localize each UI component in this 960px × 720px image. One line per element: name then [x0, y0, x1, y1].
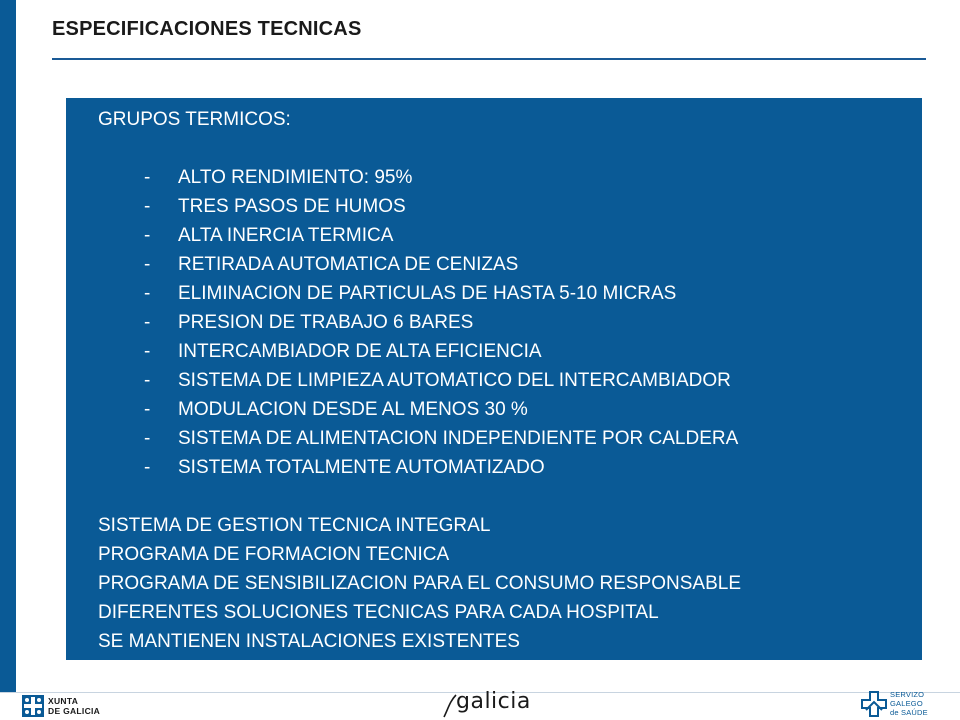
sergas-wordmark	[890, 690, 928, 717]
sergas-line-2: GALEGO	[890, 699, 923, 708]
page-title: ESPECIFICACIONES TECNICAS	[52, 18, 362, 40]
list-item-text: SISTEMA DE LIMPIEZA AUTOMATICO DEL INTERCAMBIADOR	[178, 370, 731, 391]
dash-bullet: -	[144, 254, 151, 275]
list-item	[98, 308, 741, 337]
list-item-text: ALTO RENDIMIENTO: 95%	[178, 167, 413, 188]
dash-bullet: -	[144, 341, 151, 362]
spec-list	[98, 163, 741, 482]
sergas-line-3: de SAÚDE	[890, 708, 928, 717]
spacer	[98, 134, 741, 163]
xunta-line-1: XUNTA	[48, 696, 79, 706]
section-heading: GRUPOS TERMICOS:	[98, 109, 291, 130]
galicia-wordmark: galicia	[456, 689, 531, 714]
dash-bullet: -	[144, 312, 151, 333]
list-item-text: MODULACION DESDE AL MENOS 30 %	[178, 399, 528, 420]
list-item-text: INTERCAMBIADOR DE ALTA EFICIENCIA	[178, 341, 542, 362]
dash-bullet: -	[144, 196, 151, 217]
dash-bullet: -	[144, 428, 151, 449]
list-item	[98, 279, 741, 308]
summary-line: SISTEMA DE GESTION TECNICA INTEGRAL	[98, 515, 491, 536]
left-accent-bar	[0, 0, 16, 692]
dash-bullet: -	[144, 457, 151, 478]
xunta-line-2: DE GALICIA	[48, 706, 101, 716]
sergas-cross-icon	[860, 690, 888, 718]
list-item	[98, 424, 741, 453]
spacer	[98, 482, 741, 511]
list-item-text: ELIMINACION DE PARTICULAS DE HASTA 5-10 MICRAS	[178, 283, 677, 304]
list-item	[98, 366, 741, 395]
list-item	[98, 337, 741, 366]
summary-line: PROGRAMA DE SENSIBILIZACION PARA EL CONSUMO RESPONSABLE	[98, 573, 741, 594]
list-item	[98, 221, 741, 250]
specs-content	[98, 105, 741, 656]
list-item-text: PRESION DE TRABAJO 6 BARES	[178, 312, 474, 333]
xunta-logo-icon	[22, 695, 44, 717]
dash-bullet: -	[144, 167, 151, 188]
xunta-wordmark	[48, 696, 100, 716]
list-item	[98, 395, 741, 424]
dash-bullet: -	[144, 370, 151, 391]
list-item-text: SISTEMA TOTALMENTE AUTOMATIZADO	[178, 457, 545, 478]
dash-bullet: -	[144, 399, 151, 420]
list-item	[98, 250, 741, 279]
list-item-text: ALTA INERCIA TERMICA	[178, 225, 394, 246]
title-divider	[52, 58, 926, 60]
sergas-line-1: SERVIZO	[890, 690, 925, 699]
list-item	[98, 192, 741, 221]
list-item-text: TRES PASOS DE HUMOS	[178, 196, 406, 217]
list-item	[98, 163, 741, 192]
summary-line: SE MANTIENEN INSTALACIONES EXISTENTES	[98, 631, 520, 652]
dash-bullet: -	[144, 283, 151, 304]
list-item	[98, 453, 741, 482]
dash-bullet: -	[144, 225, 151, 246]
summary-line: DIFERENTES SOLUCIONES TECNICAS PARA CADA HOSPITAL	[98, 602, 659, 623]
list-item-text: SISTEMA DE ALIMENTACION INDEPENDIENTE POR CALDERA	[178, 428, 739, 449]
summary-line: PROGRAMA DE FORMACION TECNICA	[98, 544, 450, 565]
list-item-text: RETIRADA AUTOMATICA DE CENIZAS	[178, 254, 519, 275]
